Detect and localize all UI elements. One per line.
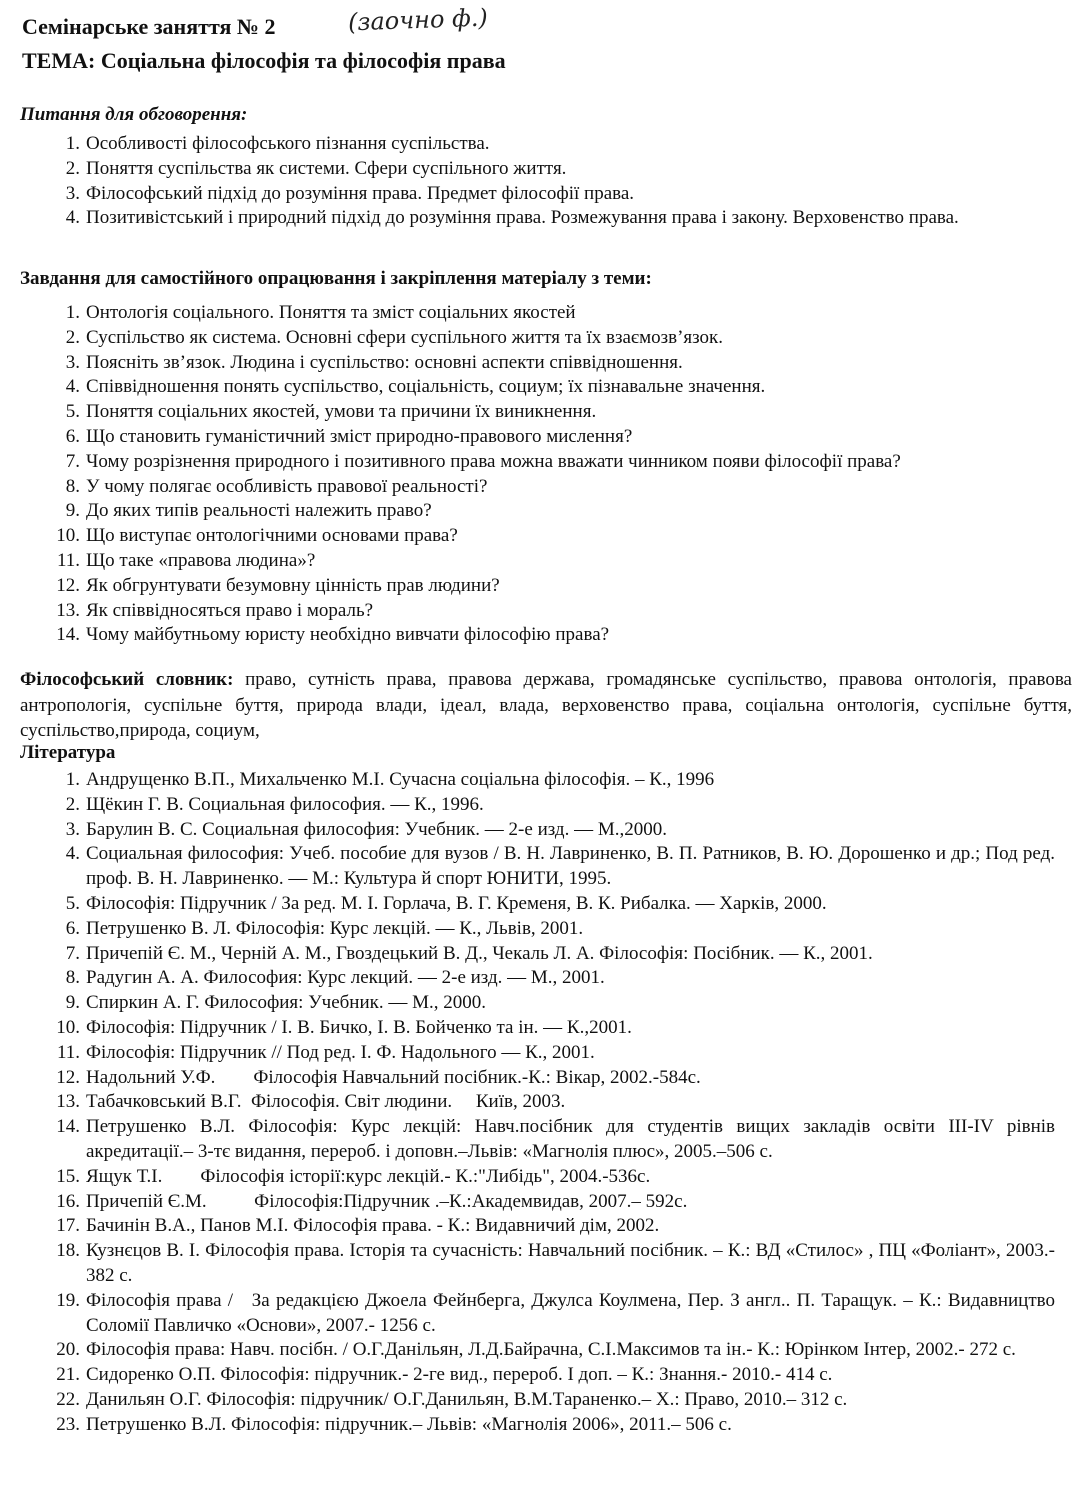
handwritten-note: (заочно ф.) bbox=[347, 3, 489, 37]
literature-item-number: 21. bbox=[56, 1364, 80, 1386]
tasks-list bbox=[0, 301, 1070, 648]
literature-item-text: Петрушенко В.Л. Філософія: підручник.– Львів: «Магнолія 2006», 2011.– 506 с. bbox=[86, 1413, 732, 1435]
literature-item bbox=[0, 1413, 1075, 1438]
literature-item bbox=[0, 1016, 1075, 1041]
literature-item-text: Петрушенко В.Л. Філософія: Курс лекцій: Навч.посібник для студентів вищих закладів освіти III-IV рівнів акредитації.– 3-тє видання, перероб. і доповн.–Львів: «Магнолія плюс», 2005.–506 с. bbox=[86, 1116, 1060, 1162]
literature-item-text: Надольний У.Ф. Філософія Навчальний посібник.-К.: Вікар, 2002.-584с. bbox=[86, 1066, 701, 1088]
question-item-text: Філософський підхід до розуміння права. Предмет філософії права. bbox=[86, 182, 635, 204]
literature-item bbox=[0, 818, 1075, 843]
literature-item bbox=[0, 991, 1075, 1016]
literature-item-number: 13. bbox=[56, 1091, 80, 1113]
literature-item-number: 12. bbox=[56, 1066, 80, 1088]
task-item-number: 4. bbox=[65, 376, 80, 398]
glossary-paragraph bbox=[20, 667, 1072, 744]
literature-item-number: 14. bbox=[56, 1116, 80, 1138]
question-item-text: Поняття суспільства як системи. Сфери суспільного життя. bbox=[86, 157, 567, 179]
tasks-heading: Завдання для самостійного опрацювання і закріплення матеріалу з теми: bbox=[20, 268, 652, 289]
literature-item-text: Філософія: Підручник / За ред. М. І. Горлача, В. Г. Кременя, В. К. Рибалка. — Харків, 2000. bbox=[86, 892, 827, 914]
literature-item-text: Філософія права / За редакцією Джоела Фейнберга, Джулса Коулмена, Пер. З англ.. П. Таращук. – К.: Видавництво Соломії Павличко «Основи», 2007.- 1256 с. bbox=[86, 1289, 1060, 1336]
literature-item-number: 4. bbox=[65, 843, 80, 865]
question-item bbox=[0, 157, 1070, 182]
glossary-label: Філософський словник: bbox=[20, 669, 234, 690]
literature-item-number: 10. bbox=[56, 1016, 80, 1038]
literature-item-number: 6. bbox=[65, 917, 80, 939]
task-item-number: 14. bbox=[56, 624, 80, 646]
literature-item-text: Социальная философия: Учеб. пособие для вузов / В. Н. Лавриненко, В. П. Ратников, В. Ю. Дорошенко и др.; Под ред. проф. В. Н. Лавриненко. — М.: Культура й спорт ЮНИТИ, 1995. bbox=[86, 843, 1060, 890]
literature-item bbox=[0, 942, 1075, 967]
literature-item bbox=[0, 917, 1075, 942]
literature-item-text: Андрущенко В.П., Михальченко М.І. Сучасна соціальна філософія. – К., 1996 bbox=[86, 769, 715, 790]
task-item-text: Що виступає онтологічними основами права? bbox=[86, 525, 458, 547]
task-item-number: 11. bbox=[56, 549, 80, 571]
task-item bbox=[0, 599, 1070, 624]
literature-heading: Література bbox=[20, 742, 116, 763]
question-item-number: 1. bbox=[65, 133, 80, 154]
literature-item-number: 19. bbox=[56, 1289, 80, 1311]
literature-item-text: Причепій Є.М. Філософія:Підручник .–К.:Академвидав, 2007.– 592с. bbox=[86, 1190, 688, 1212]
literature-item bbox=[0, 1165, 1075, 1190]
literature-item bbox=[0, 1214, 1075, 1239]
literature-item bbox=[0, 1388, 1075, 1413]
literature-item-number: 22. bbox=[56, 1388, 80, 1410]
task-item bbox=[0, 351, 1070, 376]
task-item bbox=[0, 301, 1070, 326]
literature-item-number: 23. bbox=[56, 1413, 80, 1435]
literature-item-text: Табачковський В.Г. Філософія. Світ людини. Київ, 2003. bbox=[86, 1091, 566, 1113]
task-item-number: 8. bbox=[65, 475, 80, 497]
task-item bbox=[0, 623, 1070, 648]
literature-item-text: Щёкин Г. В. Социальная философия. — К., 1996. bbox=[86, 793, 484, 815]
task-item-text: До яких типів реальності належить право? bbox=[86, 500, 432, 522]
task-item bbox=[0, 499, 1070, 524]
question-item-text: Особливості філософського пізнання суспільства. bbox=[86, 133, 490, 154]
task-item-number: 9. bbox=[65, 500, 80, 522]
literature-item-text: Данильян О.Г. Філософія: підручник/ О.Г.Данильян, В.М.Тараненко.– Х.: Право, 2010.– 312 с. bbox=[86, 1388, 848, 1410]
task-item bbox=[0, 524, 1070, 549]
literature-item-text: Філософія: Підручник / І. В. Бичко, І. В. Бойченко та ін. — К.,2001. bbox=[86, 1016, 632, 1038]
task-item-text: Поясніть зв’язок. Людина і суспільство: основні аспекти співвідношення. bbox=[86, 351, 683, 373]
literature-item bbox=[0, 1090, 1075, 1115]
questions-list bbox=[0, 132, 1070, 231]
question-item-number: 2. bbox=[65, 157, 80, 179]
literature-item bbox=[0, 1363, 1075, 1388]
task-item-number: 6. bbox=[65, 425, 80, 447]
task-item bbox=[0, 549, 1070, 574]
literature-item bbox=[0, 1239, 1075, 1289]
task-item bbox=[0, 475, 1070, 500]
glossary-text: право, сутність права, правова держава, громадянське суспільство, правова онтологія, правова антропологія, суспільне буття, природа влади, ідеал, влада, верховенство права, соціальна онтологія, суспільне буття, суспільство,природа, социум, bbox=[20, 669, 1072, 741]
task-item bbox=[0, 574, 1070, 599]
literature-item bbox=[0, 966, 1075, 991]
topic-title: ТЕМА: Соціальна філософія та філософія права bbox=[22, 48, 506, 73]
literature-item bbox=[0, 1041, 1075, 1066]
literature-item-text: Радугин А. А. Философия: Курс лекций. — 2-е изд. — М., 2001. bbox=[86, 967, 605, 989]
question-item-number: 3. bbox=[65, 182, 80, 204]
task-item bbox=[0, 326, 1070, 351]
question-item-text: Позитивістський і природний підхід до розуміння права. Розмежування права і закону. Верховенство права. bbox=[86, 207, 959, 229]
question-item bbox=[0, 206, 1070, 231]
literature-item bbox=[0, 842, 1075, 892]
literature-item-number: 16. bbox=[56, 1190, 80, 1212]
task-item-number: 7. bbox=[65, 450, 80, 472]
task-item-number: 5. bbox=[65, 401, 80, 423]
literature-item bbox=[0, 1115, 1075, 1165]
literature-item-number: 11. bbox=[56, 1041, 80, 1063]
task-item-text: Чому розрізнення природного і позитивного права можна вважати чинником появи філософії права? bbox=[86, 450, 901, 472]
literature-item-text: Причепій Є. М., Черній А. М., Гвоздецький В. Д., Чекаль Л. А. Філософія: Посібник. — К., 2001. bbox=[86, 942, 873, 964]
question-item bbox=[0, 132, 1070, 157]
literature-item-number: 2. bbox=[65, 793, 80, 815]
literature-item-text: Бачинін В.А., Панов М.І. Філософія права. - К.: Видавничий дім, 2002. bbox=[86, 1215, 660, 1237]
task-item bbox=[0, 450, 1070, 475]
literature-item bbox=[0, 1066, 1075, 1091]
task-item bbox=[0, 375, 1070, 400]
literature-item-text: Барулин В. С. Социальная философия: Учебник. — 2-е изд. — М.,2000. bbox=[86, 818, 667, 840]
literature-item bbox=[0, 793, 1075, 818]
literature-item-number: 1. bbox=[65, 769, 80, 790]
literature-item-text: Філософія: Підручник // Под ред. І. Ф. Надольного — К., 2001. bbox=[86, 1041, 595, 1063]
literature-item-text: Спиркин А. Г. Философия: Учебник. — М., 2000. bbox=[86, 992, 487, 1014]
task-item-text: Поняття соціальних якостей, умови та причини їх виникнення. bbox=[86, 401, 597, 423]
literature-item-number: 9. bbox=[65, 992, 80, 1014]
task-item-number: 10. bbox=[56, 525, 80, 547]
literature-item-number: 3. bbox=[65, 818, 80, 840]
task-item-text: Співвідношення понять суспільство, соціальність, социум; їх пізнавальне значення. bbox=[86, 376, 766, 398]
task-item-number: 3. bbox=[65, 351, 80, 373]
seminar-title: Семінарське заняття № 2 bbox=[22, 14, 276, 39]
task-item-text: Суспільство як система. Основні сфери суспільного життя та їх взаємозв’язок. bbox=[86, 326, 724, 348]
literature-item-number: 5. bbox=[65, 892, 80, 914]
task-item-number: 13. bbox=[56, 599, 80, 621]
literature-item-number: 17. bbox=[56, 1215, 80, 1237]
literature-item bbox=[0, 1289, 1075, 1339]
literature-item-text: Ящук Т.І. Філософія історії:курс лекцій.- К.:"Либідь", 2004.-536с. bbox=[86, 1165, 651, 1187]
literature-item-number: 8. bbox=[65, 967, 80, 989]
literature-item-text: Петрушенко В. Л. Філософія: Курс лекцій. — К., Львів, 2001. bbox=[86, 917, 584, 939]
literature-item bbox=[0, 1338, 1075, 1363]
literature-item-number: 18. bbox=[56, 1240, 80, 1262]
task-item-number: 12. bbox=[56, 574, 80, 596]
literature-item bbox=[0, 892, 1075, 917]
task-item-text: Як співвідносяться право і мораль? bbox=[86, 599, 374, 621]
literature-item-text: Філософія права: Навч. посібн. / О.Г.Данільян, Л.Д.Байрачна, С.І.Максимов та ін.- К.: Юрінком Інтер, 2002.- 272 с. bbox=[86, 1339, 1016, 1361]
task-item-number: 1. bbox=[65, 302, 80, 323]
literature-item-number: 15. bbox=[56, 1165, 80, 1187]
literature-item-text: Сидоренко О.П. Філософія: підручник.- 2-ге вид., перероб. І доп. – К.: Знання.- 2010.- 414 с. bbox=[86, 1364, 833, 1386]
task-item-text: У чому полягає особливість правової реальності? bbox=[86, 475, 488, 497]
task-item-text: Що таке «правова людина»? bbox=[86, 549, 316, 571]
literature-item bbox=[0, 1190, 1075, 1215]
task-item-number: 2. bbox=[65, 326, 80, 348]
task-item bbox=[0, 400, 1070, 425]
task-item-text: Чому майбутньому юристу необхідно вивчати філософію права? bbox=[86, 624, 610, 646]
literature-item-text: Кузнєцов В. І. Філософія права. Історія та сучасність: Навчальний посібник. – К.: ВД «Стилос» , ПЦ «Фоліант», 2003.- 382 с. bbox=[86, 1240, 1060, 1286]
task-item-text: Як обгрунтувати безумовну цінність прав людини? bbox=[86, 574, 500, 596]
task-item-text: Що становить гуманістичний зміст природно-правового мислення? bbox=[86, 425, 633, 447]
literature-item bbox=[0, 768, 1075, 793]
literature-item-number: 20. bbox=[56, 1339, 80, 1361]
task-item-text: Онтологія соціального. Поняття та зміст соціальних якостей bbox=[86, 302, 576, 323]
question-item bbox=[0, 182, 1070, 207]
literature-item-number: 7. bbox=[65, 942, 80, 964]
task-item bbox=[0, 425, 1070, 450]
questions-heading: Питання для обговорення: bbox=[20, 104, 248, 125]
literature-list bbox=[0, 768, 1075, 1438]
question-item-number: 4. bbox=[65, 207, 80, 229]
